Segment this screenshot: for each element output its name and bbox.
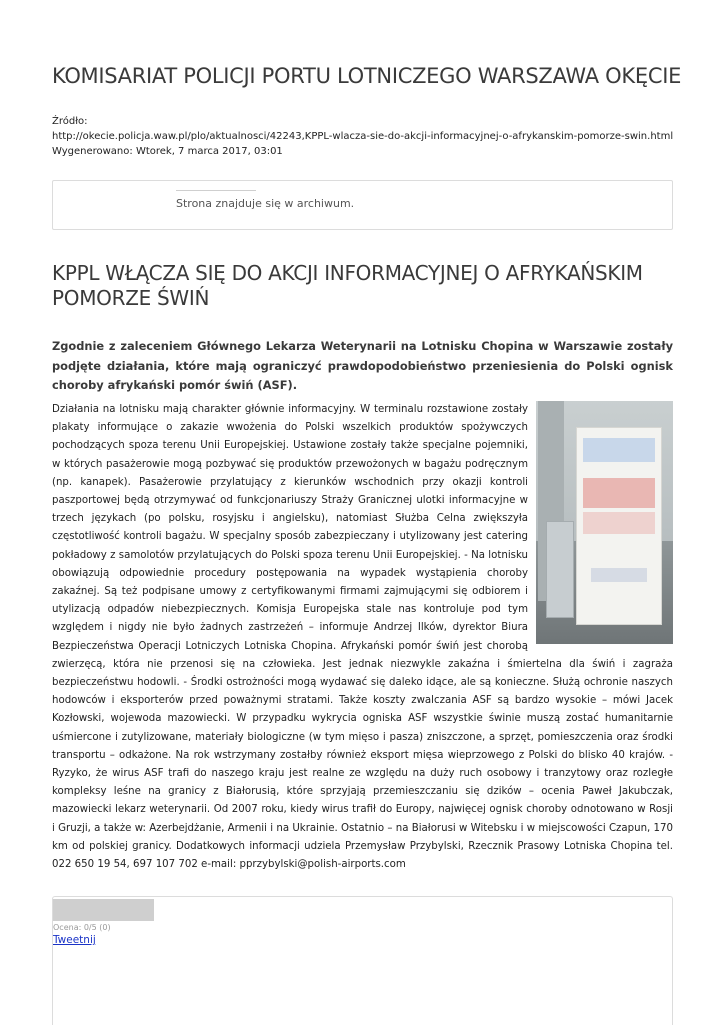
article-photo xyxy=(536,401,673,644)
article-headline: KPPL WŁĄCZA SIĘ DO AKCJI INFORMACYJNEJ O AFRYKAŃSKIM POMORZE ŚWIŃ xyxy=(52,261,643,310)
divider xyxy=(176,190,256,191)
source-label: Źródło: xyxy=(52,116,88,127)
waste-bin-illustration xyxy=(546,521,574,618)
rating-stars-bar[interactable] xyxy=(53,899,154,921)
info-banner-illustration xyxy=(576,427,662,625)
archive-notice-box xyxy=(52,180,673,230)
source-info xyxy=(52,114,677,159)
rating-box xyxy=(52,896,673,1025)
generated-date: Wygenerowano: Wtorek, 7 marca 2017, 03:01 xyxy=(52,146,283,157)
article-body: Działania na lotnisku mają charakter głównie informacyjny. W terminalu rozstawione zostały plakaty informujące o zakazie wwożenia do Polski wszelkich produktów spożywczych pochodzących spoza terenu Unii Europejskiej. Ustawione zostały także specjalne pojemniki, w których pasażerowie mogą pozbywać się produktów przewożonych w bagażu podręcznym (np. kanapek). Pasażerowie przylatujący z kierunków wschodnich przy okazji kontroli paszportowej będą otrzymywać od funkcjonariuszy Straży Granicznej ulotki informacyjne w trzech językach (po polsku, rosyjsku i angielsku), natomiast Służba Celna zwiększyła częstotliwość kontroli bagażu. W specjalny sposób zabezpieczany i utylizowany jest catering pokładowy z samolotów przylatujących do Polski spoza terenu Unii Europejskiej. - Na lotnisku obowiązują odpowiednie procedury postępowania na wypadek wystąpienia choroby zakaźnej. Są też podpisane umowy z certyfikowanymi firmami zajmującymi się odbiorem i utylizacją odpadów niebezpiecznych. Komisja Europejska stale nas kontroluje pod tym względem i nigdy nie było żadnych zastrzeżeń – informuje Andrzej Ilków, dyrektor Biura Bezpieczeństwa Operacji Lotniczych Lotniska Chopina. Afrykański pomór świń jest chorobą zwierzęcą, która nie przenosi się na człowieka. Jest jednak niezwykle zakaźna i śmiertelna dla świń i zagraża bezpieczeństwu hodowli. - Środki ostrożności mogą wydawać się daleko idące, ale są konieczne. Służą ochronie naszych hodowców i eksporterów przed poważnymi stratami. Także koszty zwalczania ASF są bardzo wysokie – mówi Jacek Kozłowski, wojewoda mazowiecki. W przypadku wykrycia ogniska ASF wszystkie świnie muszą zostać humanitarnie uśmiercone i zutylizowane, materiały biologiczne (w tym mięso i pasza) zniszczone, a sprzęt, pomieszczenia oraz środki transportu – odkażone. Na rok wstrzymany zostałby również eksport mięsa wieprzowego z Polski do blisko 40 krajów. - Ryzyko, że wirus ASF trafi do naszego kraju jest realne ze względu na duży ruch osobowy i tranzytowy oraz rozległe kompleksy leśne na granicy z Białorusią, które sprzyjają przemieszczaniu się dzików – ocenia Paweł Jakubczak, mazowiecki lekarz weterynarii. Od 2007 roku, kiedy wirus trafił do Europy, najwięcej ognisk choroby odnotowano w Rosji i Gruzji, a także w: Azerbejdżanie, Armenii i na Ukrainie. Ostatnio – na Białorusi w Witebsku i w miejscowości Czapun, 170 km od polskiej granicy. Dodatkowych informacji udziela Przemysław Przybylski, Rzecznik Prasowy Lotniska Chopina tel. 022 650 19 54, 697 107 702 e-mail: pprzybylski@polish-airports.com xyxy=(52,404,673,871)
rating-text: Ocena: 0/5 (0) xyxy=(53,923,111,932)
site-title: KOMISARIAT POLICJI PORTU LOTNICZEGO WARSZAWA OKĘCIE xyxy=(52,64,682,88)
article-body-container xyxy=(52,401,673,874)
tweet-link[interactable]: Tweetnij xyxy=(53,934,96,946)
article-lead: Zgodnie z zaleceniem Głównego Lekarza Weterynarii na Lotnisku Chopina w Warszawie zostały podjęte działania, które mają ograniczyć prawdopodobieństwo przeniesienia do Polski ognisk choroby afrykański pomór świń (ASF). xyxy=(52,339,673,392)
archive-notice: Strona znajduje się w archiwum. xyxy=(176,197,355,210)
source-url: http://okecie.policja.waw.pl/plo/aktualnosci/42243,KPPL-wlacza-sie-do-akcji-informacyjnej-o-afrykanskim-pomorze-swin.html xyxy=(52,131,674,142)
